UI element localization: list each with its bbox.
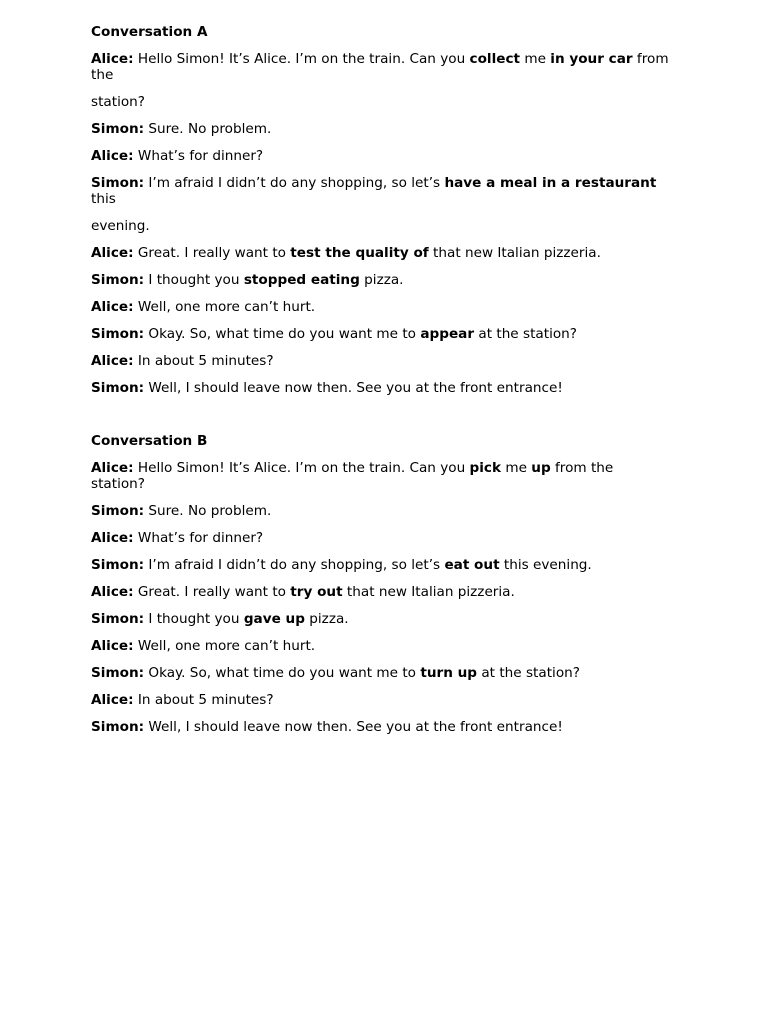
plain-text: this evening. — [499, 557, 592, 573]
dialogue-line — [91, 665, 671, 681]
bold-text: pick — [469, 460, 502, 476]
dialogue-line — [91, 380, 671, 396]
plain-text: In about 5 minutes? — [133, 353, 274, 369]
dialogue-line — [91, 719, 671, 735]
plain-text: Great. I really want to — [133, 245, 291, 261]
bold-text: Alice: — [91, 530, 134, 546]
plain-text: Hello Simon! It’s Alice. I’m on the train. Can you — [133, 51, 470, 67]
bold-text: Simon: — [91, 503, 145, 519]
dialogue-line — [91, 530, 671, 546]
conversation-b-lines — [91, 460, 671, 735]
dialogue-line — [91, 460, 671, 492]
plain-text: I thought you — [144, 272, 244, 288]
bold-text: appear — [420, 326, 475, 342]
plain-text: I’m afraid I didn’t do any shopping, so let’s — [144, 175, 445, 191]
plain-text: from the station? — [91, 460, 614, 492]
section-spacer — [91, 407, 671, 433]
conversation-a-title: Conversation A — [91, 24, 208, 40]
bold-text: stopped eating — [243, 272, 360, 288]
plain-text: from the — [91, 51, 669, 83]
bold-text: turn up — [420, 665, 478, 681]
conversation-a — [91, 24, 671, 396]
bold-text: Alice: — [91, 460, 134, 476]
plain-text: Well, I should leave now then. See you at the front entrance! — [144, 719, 563, 735]
bold-text: Simon: — [91, 121, 145, 137]
dialogue-line — [91, 692, 671, 708]
plain-text: I thought you — [144, 611, 244, 627]
plain-text: evening. — [91, 218, 150, 234]
bold-text: Alice: — [91, 245, 134, 261]
plain-text: Okay. So, what time do you want me to — [144, 326, 421, 342]
plain-text: What’s for dinner? — [133, 530, 264, 546]
plain-text: Sure. No problem. — [144, 503, 272, 519]
plain-text: that new Italian pizzeria. — [342, 584, 515, 600]
conversation-a-lines — [91, 51, 671, 396]
bold-text: Alice: — [91, 692, 134, 708]
dialogue-line — [91, 51, 671, 83]
bold-text: Simon: — [91, 665, 145, 681]
dialogue-line — [91, 299, 671, 315]
bold-text: Simon: — [91, 719, 145, 735]
plain-text: Well, one more can’t hurt. — [133, 638, 316, 654]
bold-text: Alice: — [91, 638, 134, 654]
conversation-b-title: Conversation B — [91, 433, 208, 449]
plain-text: Okay. So, what time do you want me to — [144, 665, 421, 681]
bold-text: Simon: — [91, 272, 145, 288]
bold-text: Alice: — [91, 148, 134, 164]
document-page — [91, 24, 671, 746]
dialogue-line — [91, 175, 671, 207]
dialogue-line — [91, 611, 671, 627]
bold-text: have a meal in a restaurant — [444, 175, 657, 191]
bold-text: Alice: — [91, 584, 134, 600]
bold-text: test the quality of — [290, 245, 429, 261]
plain-text: In about 5 minutes? — [133, 692, 274, 708]
plain-text: Well, one more can’t hurt. — [133, 299, 316, 315]
plain-text: me — [501, 460, 532, 476]
plain-text: What’s for dinner? — [133, 148, 264, 164]
bold-text: eat out — [444, 557, 500, 573]
plain-text: pizza. — [359, 272, 404, 288]
dialogue-line — [91, 638, 671, 654]
bold-text: Alice: — [91, 299, 134, 315]
bold-text: Alice: — [91, 353, 134, 369]
dialogue-line — [91, 326, 671, 342]
plain-text: Sure. No problem. — [144, 121, 272, 137]
bold-text: up — [531, 460, 551, 476]
plain-text: station? — [91, 94, 145, 110]
bold-text: in your car — [550, 51, 633, 67]
bold-text: Simon: — [91, 175, 145, 191]
plain-text: at the station? — [474, 326, 577, 342]
bold-text: collect — [469, 51, 521, 67]
bold-text: Simon: — [91, 557, 145, 573]
plain-text: pizza. — [304, 611, 349, 627]
plain-text: that new Italian pizzeria. — [428, 245, 601, 261]
bold-text: Simon: — [91, 611, 145, 627]
dialogue-line — [91, 121, 671, 137]
plain-text: this — [91, 191, 116, 207]
conversation-b — [91, 433, 671, 735]
dialogue-line — [91, 218, 671, 234]
plain-text: Great. I really want to — [133, 584, 291, 600]
dialogue-line — [91, 353, 671, 369]
plain-text: I’m afraid I didn’t do any shopping, so let’s — [144, 557, 445, 573]
dialogue-line — [91, 272, 671, 288]
bold-text: Alice: — [91, 51, 134, 67]
plain-text: at the station? — [477, 665, 580, 681]
bold-text: Simon: — [91, 326, 145, 342]
dialogue-line — [91, 245, 671, 261]
dialogue-line — [91, 503, 671, 519]
plain-text: Hello Simon! It’s Alice. I’m on the train. Can you — [133, 460, 470, 476]
plain-text: Well, I should leave now then. See you at the front entrance! — [144, 380, 563, 396]
dialogue-line — [91, 148, 671, 164]
dialogue-line — [91, 584, 671, 600]
bold-text: try out — [290, 584, 343, 600]
bold-text: gave up — [243, 611, 305, 627]
plain-text: me — [520, 51, 551, 67]
dialogue-line — [91, 94, 671, 110]
dialogue-line — [91, 557, 671, 573]
bold-text: Simon: — [91, 380, 145, 396]
